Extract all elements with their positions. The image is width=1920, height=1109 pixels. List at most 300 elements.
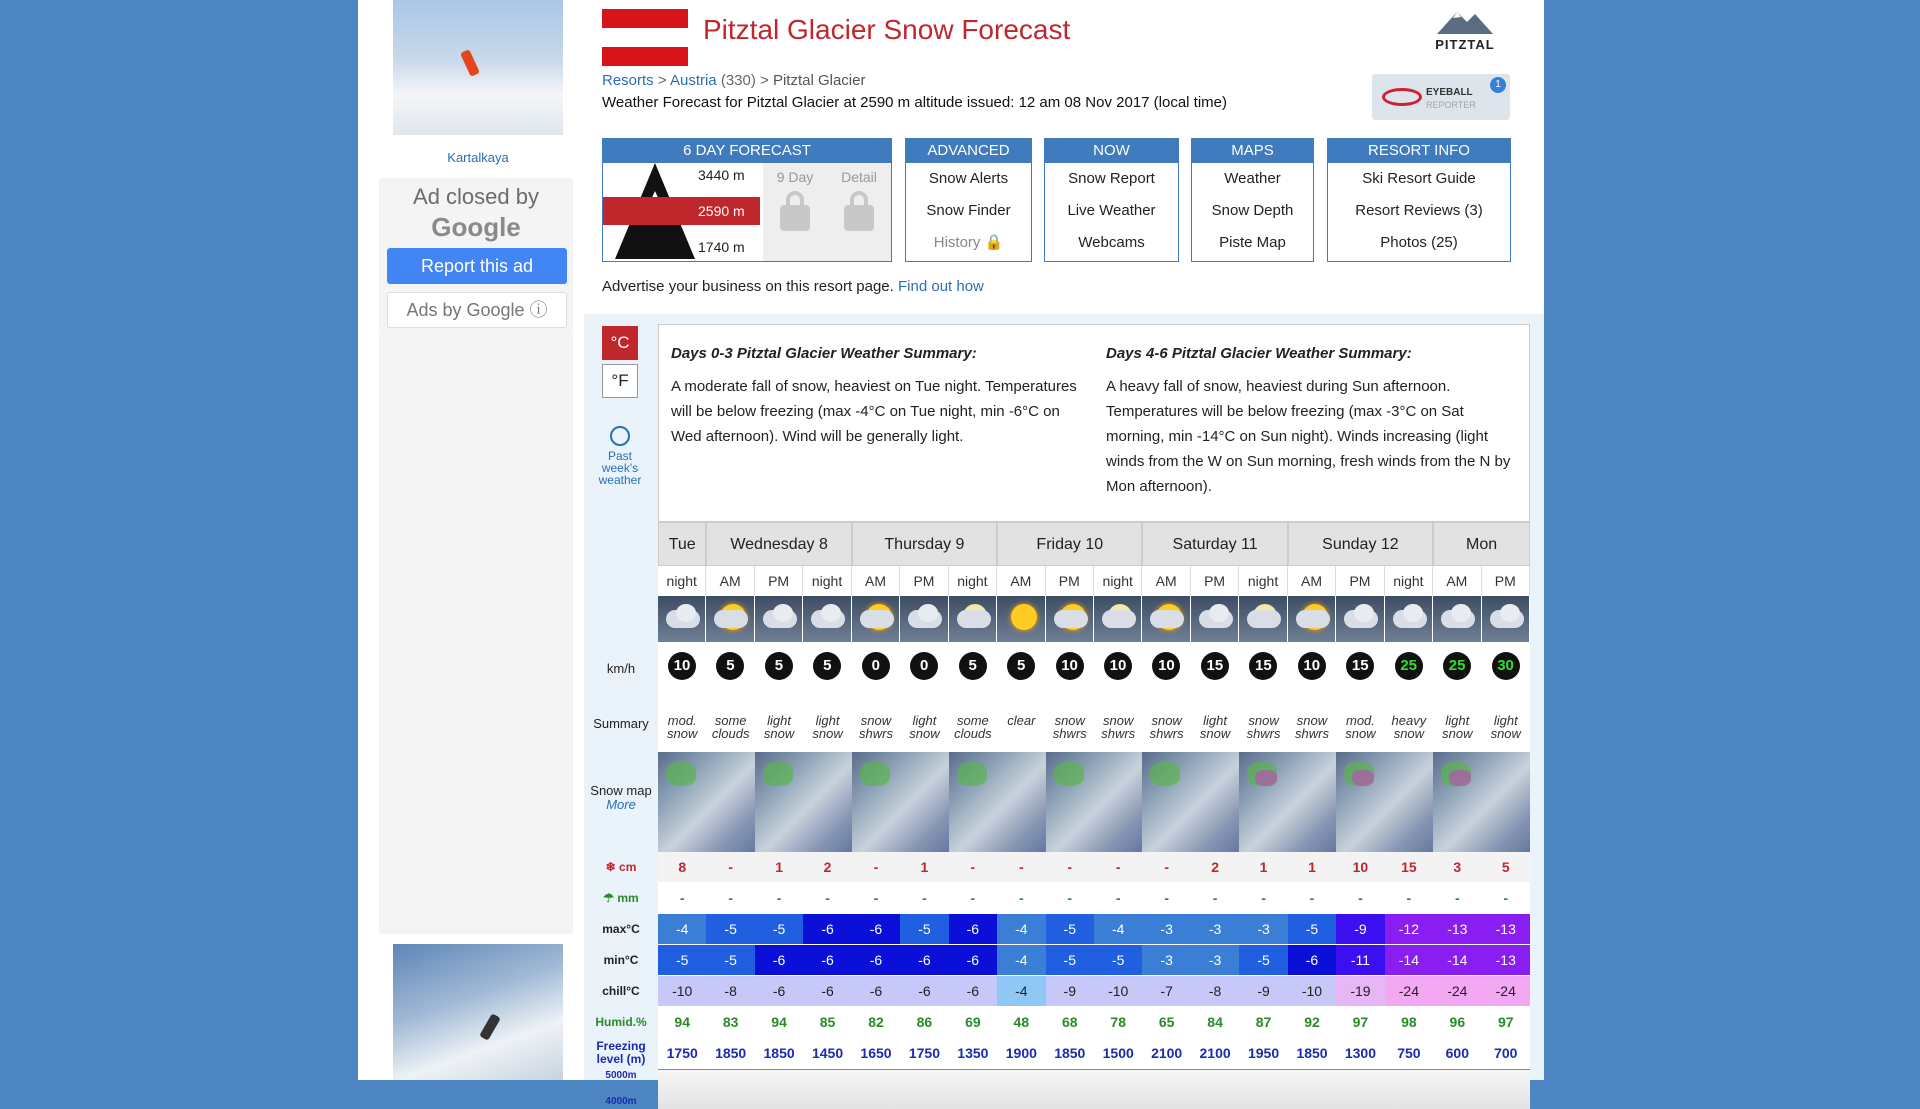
summary-cell: mod. snow: [1336, 696, 1384, 752]
sun-shape: [1011, 604, 1037, 630]
snow-value: -: [852, 852, 900, 883]
snow-value: 3: [1433, 852, 1481, 883]
flag-stripe-bottom: [602, 47, 688, 66]
page-title: Pitztal Glacier Snow Forecast: [703, 14, 1071, 45]
moon-cloud-icon: [949, 596, 997, 642]
nav-resort-info: [1327, 138, 1511, 262]
chill-value: -6: [755, 976, 803, 1007]
rain-value: -: [755, 883, 803, 914]
snow-value: 1: [1288, 852, 1336, 883]
min-value: -14: [1433, 945, 1481, 976]
freezing-value: 1900: [997, 1038, 1045, 1069]
find-out-how-link[interactable]: Find out how: [898, 278, 984, 295]
ad-box: [379, 178, 573, 334]
map-snow-area: [957, 762, 987, 786]
day-header: Friday 10: [997, 522, 1142, 566]
freezing-value: 1850: [1288, 1038, 1336, 1069]
piste-map-link[interactable]: Piste Map: [1219, 234, 1286, 251]
snow-map-thumbnail[interactable]: [1336, 752, 1433, 852]
resort-photo-snowboarder[interactable]: [393, 944, 563, 1080]
freezing-value: 1850: [755, 1038, 803, 1069]
wind-arrow-icon: 5: [1007, 652, 1035, 680]
chill-value: -10: [658, 976, 706, 1007]
freezing-value: 1850: [1046, 1038, 1094, 1069]
nav-6-day-forecast: [602, 138, 892, 262]
snow-map-thumbnail[interactable]: [755, 752, 852, 852]
forecast-subtitle: Weather Forecast for Pitztal Glacier at 2590 m altitude issued: 12 am 08 Nov 2017 (local time): [602, 94, 1228, 111]
sun-cloud-icon: [1046, 596, 1094, 642]
wind-cell: [706, 642, 754, 696]
sun-cloud-icon: [1288, 596, 1336, 642]
freezing-level-label: Freezing level (m): [596, 1039, 646, 1066]
snow-map-more-link[interactable]: More: [606, 797, 636, 812]
chill-value: -8: [706, 976, 754, 1007]
rain-value: -: [852, 883, 900, 914]
wind-arrow-icon: 5: [765, 652, 793, 680]
max-value: -5: [1046, 914, 1094, 945]
chill-value: -10: [1094, 976, 1142, 1007]
cloud-shape: [1500, 604, 1520, 622]
humid-value: 65: [1142, 1007, 1190, 1038]
wind-arrow-icon: 25: [1443, 652, 1471, 680]
snow-value: 8: [658, 852, 706, 883]
snow-map-title: Snow map: [590, 783, 652, 798]
rain-value: -: [1239, 883, 1287, 914]
wind-arrow-icon: 15: [1249, 652, 1277, 680]
day-header: Thursday 9: [852, 522, 997, 566]
snow-icon: [1433, 596, 1481, 642]
breadcrumb-current: Pitztal Glacier: [772, 72, 866, 89]
elevation-top[interactable]: 3440 m: [698, 167, 745, 183]
summary-cell: light snow: [1433, 696, 1481, 752]
page: [358, 0, 1544, 1107]
freezing-value: 700: [1482, 1038, 1530, 1069]
wind-cell: [900, 642, 948, 696]
summary-cell: clear: [997, 696, 1045, 752]
rain-value: -: [803, 883, 851, 914]
breadcrumb: [602, 72, 865, 89]
resort-reviews-link[interactable]: Resort Reviews (3): [1355, 202, 1483, 219]
cloud-shape: [860, 610, 894, 628]
webcams-link[interactable]: Webcams: [1078, 234, 1145, 251]
humid-value: 84: [1191, 1007, 1239, 1038]
summary-label: Summary: [593, 716, 649, 731]
wind-arrow-icon: 5: [959, 652, 987, 680]
min-value: -13: [1482, 945, 1530, 976]
chill-value: -4: [997, 976, 1045, 1007]
wind-cell: [1433, 642, 1481, 696]
period-label: night: [949, 566, 997, 596]
cloud-shape: [773, 604, 793, 622]
weather-map-link[interactable]: Weather: [1224, 170, 1281, 187]
chill-value: -7: [1142, 976, 1190, 1007]
snow-value: 2: [803, 852, 851, 883]
snow-value: -: [1046, 852, 1094, 883]
rain-value: -: [949, 883, 997, 914]
snow-value: 1: [1239, 852, 1287, 883]
snow-value: -: [1142, 852, 1190, 883]
wind-label: km/h: [606, 661, 636, 676]
max-value: -3: [1191, 914, 1239, 945]
rain-value: -: [1142, 883, 1190, 914]
summary-cell: some clouds: [706, 696, 754, 752]
elevation-bottom[interactable]: 1740 m: [698, 239, 745, 255]
humid-value: 86: [900, 1007, 948, 1038]
snow-value: 15: [1385, 852, 1433, 883]
humid-value: 68: [1046, 1007, 1094, 1038]
sun-snow-icon: [852, 596, 900, 642]
snow-map-thumbnail[interactable]: [658, 752, 755, 852]
max-value: -5: [755, 914, 803, 945]
snow-value: 2: [1191, 852, 1239, 883]
freezing-value: 1300: [1336, 1038, 1384, 1069]
rain-value: -: [997, 883, 1045, 914]
map-heavy-snow-area: [1449, 770, 1471, 786]
max-value: -13: [1433, 914, 1481, 945]
period-label: AM: [997, 566, 1045, 596]
history-link[interactable]: History 🔒: [933, 234, 1004, 251]
snow-map-thumbnail[interactable]: [1142, 752, 1239, 852]
map-snow-area: [666, 762, 696, 786]
nav-maps-head[interactable]: MAPS: [1192, 139, 1313, 163]
snow-value: -: [949, 852, 997, 883]
eyeball-reporter-button[interactable]: [1372, 74, 1510, 120]
snow-map-thumbnail[interactable]: [852, 752, 949, 852]
chill-value: -9: [1046, 976, 1094, 1007]
max-value: -4: [1094, 914, 1142, 945]
rain-value: -: [1336, 883, 1384, 914]
cloud-shape: [1209, 604, 1229, 622]
map-snow-area: [1054, 762, 1084, 786]
min-value: -3: [1142, 945, 1190, 976]
rain-label: ☂ mm: [603, 891, 639, 905]
breadcrumb-austria[interactable]: Austria: [669, 72, 717, 89]
wind-cell: [997, 642, 1045, 696]
summary-title-0-3: Days 0-3 Pitztal Glacier Weather Summary:: [671, 345, 977, 362]
detail-locked[interactable]: [827, 163, 891, 261]
wind-arrow-icon: 5: [716, 652, 744, 680]
freezing-value: 1750: [900, 1038, 948, 1069]
snow-alerts-link[interactable]: Snow Alerts: [928, 170, 1009, 187]
ski-resort-guide-link[interactable]: Ski Resort Guide: [1362, 170, 1476, 187]
max-value: -4: [997, 914, 1045, 945]
wind-cell: [1191, 642, 1239, 696]
wind-arrow-icon: 15: [1201, 652, 1229, 680]
cloud-shape: [957, 610, 991, 628]
min-value: -5: [658, 945, 706, 976]
summary-cell: snow shwrs: [1094, 696, 1142, 752]
humid-value: 69: [949, 1007, 997, 1038]
max-value: -9: [1336, 914, 1384, 945]
wind-cell: [1336, 642, 1384, 696]
summary-cell: snow shwrs: [1142, 696, 1190, 752]
humid-value: 48: [997, 1007, 1045, 1038]
snow-map-row: [658, 752, 1530, 852]
wind-arrow-icon: 10: [1104, 652, 1132, 680]
elevation-mid[interactable]: 2590 m: [698, 203, 745, 219]
period-label: AM: [1433, 566, 1481, 596]
nine-day-label: 9 Day: [776, 169, 814, 185]
chill-value: -24: [1433, 976, 1481, 1007]
period-label: PM: [1046, 566, 1094, 596]
wind-cell: [1482, 642, 1530, 696]
live-weather-link[interactable]: Live Weather: [1067, 202, 1156, 219]
summary-cell: light snow: [755, 696, 803, 752]
min-value: -6: [755, 945, 803, 976]
wind-chill-row: [658, 976, 1530, 1007]
map-snow-area: [763, 762, 793, 786]
photo-caption-link[interactable]: Kartalkaya: [447, 150, 509, 165]
rain-value: -: [658, 883, 706, 914]
snow-value: -: [1094, 852, 1142, 883]
freezing-value: 750: [1385, 1038, 1433, 1069]
ad-closed-text: Ad closed by: [413, 184, 539, 209]
wind-cell: [852, 642, 900, 696]
rain-value: -: [900, 883, 948, 914]
nav-forecast-head[interactable]: 6 DAY FORECAST: [603, 139, 891, 163]
chill-value: -6: [803, 976, 851, 1007]
map-snow-area: [860, 762, 890, 786]
snow-map-thumbnail[interactable]: [1239, 752, 1336, 852]
cloud-icon: [1191, 596, 1239, 642]
chill-value: -24: [1482, 976, 1530, 1007]
austria-flag: [602, 9, 688, 66]
period-label: AM: [1142, 566, 1190, 596]
map-snow-area: [1150, 762, 1180, 786]
summary-title-4-6: Days 4-6 Pitztal Glacier Weather Summary:: [1106, 345, 1412, 362]
day-header: Sunday 12: [1288, 522, 1433, 566]
max-value: -5: [900, 914, 948, 945]
wind-cell: [949, 642, 997, 696]
humid-value: 82: [852, 1007, 900, 1038]
nine-day-locked[interactable]: [763, 163, 827, 261]
breadcrumb-separator: >: [755, 72, 773, 89]
freezing-value: 600: [1433, 1038, 1481, 1069]
snow-icon: [1336, 596, 1384, 642]
summary-days-0-3: [671, 341, 1079, 449]
wind-cell: [755, 642, 803, 696]
min-value: -6: [852, 945, 900, 976]
chill-value: -19: [1336, 976, 1384, 1007]
day-header: Wednesday 8: [706, 522, 851, 566]
weather-icon-row: [658, 596, 1530, 642]
freezing-value: 2100: [1191, 1038, 1239, 1069]
period-label: PM: [755, 566, 803, 596]
snow-finder-link[interactable]: Snow Finder: [926, 202, 1011, 219]
wind-arrow-icon: 10: [1056, 652, 1084, 680]
breadcrumb-separator: >: [653, 72, 670, 89]
rain-row: [658, 883, 1530, 914]
wind-arrow-icon: 10: [1298, 652, 1326, 680]
breadcrumb-resorts[interactable]: Resorts: [602, 72, 654, 89]
snow-icon: [1385, 596, 1433, 642]
summary-cell: heavy snow: [1385, 696, 1433, 752]
breadcrumb-count: (330): [716, 72, 756, 89]
freezing-value: 1850: [706, 1038, 754, 1069]
snow-value: -: [706, 852, 754, 883]
min-temp-label: min°C: [603, 953, 639, 967]
snow-report-link[interactable]: Snow Report: [1068, 170, 1155, 187]
wind-cell: [1142, 642, 1190, 696]
snow-value: 1: [900, 852, 948, 883]
min-value: -3: [1191, 945, 1239, 976]
wind-cell: [1288, 642, 1336, 696]
humid-value: 97: [1336, 1007, 1384, 1038]
snow-value: 1: [755, 852, 803, 883]
photos-link[interactable]: Photos (25): [1380, 234, 1458, 251]
summary-cell: snow shwrs: [852, 696, 900, 752]
min-value: -5: [1046, 945, 1094, 976]
resort-photo-kartalkaya[interactable]: [393, 0, 563, 135]
summary-text-0-3: A moderate fall of snow, heaviest on Tue night. Temperatures will be below freezing (max -4°C on Tue night, min -6°C on Wed afternoon). Wind will be generally light.: [671, 378, 1077, 445]
wind-arrow-icon: 5: [813, 652, 841, 680]
period-label: PM: [900, 566, 948, 596]
wind-row: [658, 642, 1530, 696]
min-value: -4: [997, 945, 1045, 976]
forecast-area: [584, 314, 1544, 1107]
nav-advanced: [905, 138, 1032, 262]
nav-advanced-head[interactable]: ADVANCED: [906, 139, 1031, 163]
summary-cell: light snow: [1482, 696, 1530, 752]
period-label: PM: [1191, 566, 1239, 596]
cloud-icon: [900, 596, 948, 642]
map-heavy-snow-area: [1352, 770, 1374, 786]
chill-value: -6: [949, 976, 997, 1007]
report-ad-button[interactable]: Report this ad: [387, 248, 567, 284]
chill-value: -10: [1288, 976, 1336, 1007]
snow-night-icon: [658, 596, 706, 642]
rain-value: -: [1094, 883, 1142, 914]
summary-cell: snow shwrs: [1239, 696, 1287, 752]
summary-cell: snow shwrs: [1288, 696, 1336, 752]
min-temp-row: [658, 945, 1530, 976]
lock-icon: [844, 205, 874, 231]
nav-now: [1044, 138, 1179, 262]
rain-value: -: [1385, 883, 1433, 914]
snow-value: 5: [1482, 852, 1530, 883]
snow-map-thumbnail[interactable]: [1433, 752, 1530, 852]
summary-cell: some clouds: [949, 696, 997, 752]
max-value: -12: [1385, 914, 1433, 945]
chill-value: -6: [900, 976, 948, 1007]
max-temp-row: [658, 914, 1530, 945]
summary-cell: snow shwrs: [1046, 696, 1094, 752]
past-weather-link[interactable]: [592, 426, 648, 486]
summary-days-4-6: [1106, 341, 1514, 499]
min-value: -6: [900, 945, 948, 976]
cloud-shape: [1054, 610, 1088, 628]
map-heavy-snow-area: [1255, 770, 1277, 786]
wind-arrow-icon: 25: [1395, 652, 1423, 680]
sun-cloud-icon: [1142, 596, 1190, 642]
rain-value: -: [1482, 883, 1530, 914]
ads-by-google-button[interactable]: Ads by Google ⓘ: [387, 292, 567, 328]
freezing-value: 1750: [658, 1038, 706, 1069]
wind-arrow-icon: 30: [1492, 652, 1520, 680]
pitztal-logo[interactable]: [1425, 8, 1505, 62]
ad-placeholder: [379, 334, 573, 934]
period-label: AM: [1288, 566, 1336, 596]
flag-stripe-middle: [602, 28, 688, 47]
period-label: night: [1094, 566, 1142, 596]
snow-value: 10: [1336, 852, 1384, 883]
humid-value: 94: [658, 1007, 706, 1038]
humid-value: 87: [1239, 1007, 1287, 1038]
chill-value: -9: [1239, 976, 1287, 1007]
max-value: -13: [1482, 914, 1530, 945]
period-label: night: [1239, 566, 1287, 596]
wind-arrow-icon: 10: [1152, 652, 1180, 680]
summary-cell: light snow: [1191, 696, 1239, 752]
nav-resort-head[interactable]: RESORT INFO: [1328, 139, 1510, 163]
cloud-shape: [1150, 610, 1184, 628]
flag-stripe-top: [602, 9, 688, 28]
period-label: night: [803, 566, 851, 596]
snow-depth-link[interactable]: Snow Depth: [1211, 202, 1294, 219]
cloud-shape: [1451, 604, 1471, 622]
nav-now-head[interactable]: NOW: [1045, 139, 1178, 163]
wind-arrow-icon: 15: [1346, 652, 1374, 680]
humid-value: 98: [1385, 1007, 1433, 1038]
clock-icon: [610, 426, 630, 446]
weather-summary-box: [658, 324, 1530, 522]
summary-text-4-6: A heavy fall of snow, heaviest during Sun afternoon. Temperatures will be below freezing (max -3°C on Sat morning, min -14°C on Sun night). Winds increasing (light winds from the W on Sun morning, fresh winds from the N by Mon afternoon).: [1106, 378, 1511, 495]
eyeball-label: EYEBALL: [1426, 87, 1473, 98]
left-sidebar: [358, 0, 588, 1080]
min-value: -14: [1385, 945, 1433, 976]
max-value: -5: [706, 914, 754, 945]
snow-icon: [1482, 596, 1530, 642]
humid-value: 83: [706, 1007, 754, 1038]
period-row: [658, 566, 1530, 596]
altitude-chart-band: [658, 1069, 1530, 1109]
period-label: night: [1385, 566, 1433, 596]
chill-value: -8: [1191, 976, 1239, 1007]
detail-label: Detail: [841, 169, 877, 185]
period-label: AM: [706, 566, 754, 596]
advertise-text: Advertise your business on this resort page.: [602, 278, 898, 295]
snow-map-thumbnail[interactable]: [1046, 752, 1143, 852]
freezing-level-row: [658, 1038, 1530, 1069]
notification-badge: 1: [1490, 77, 1506, 93]
rain-value: -: [706, 883, 754, 914]
celsius-button[interactable]: °C: [602, 326, 638, 360]
cloud-shape: [1296, 610, 1330, 628]
humidity-row: [658, 1007, 1530, 1038]
min-value: -5: [706, 945, 754, 976]
humid-value: 92: [1288, 1007, 1336, 1038]
snow-map-thumbnail[interactable]: [949, 752, 1046, 852]
min-value: -11: [1336, 945, 1384, 976]
min-value: -5: [1094, 945, 1142, 976]
min-value: -6: [1288, 945, 1336, 976]
sun-cloud-icon: [706, 596, 754, 642]
humid-value: 94: [755, 1007, 803, 1038]
snow-value: -: [997, 852, 1045, 883]
wind-arrow-icon: 10: [668, 652, 696, 680]
rain-value: -: [1046, 883, 1094, 914]
snow-label: ❄ cm: [605, 860, 637, 874]
summary-cell: light snow: [900, 696, 948, 752]
logo-text: PITZTAL: [1435, 37, 1495, 52]
rain-value: -: [1191, 883, 1239, 914]
wind-cell: [803, 642, 851, 696]
freezing-value: 2100: [1142, 1038, 1190, 1069]
wind-cell: [1385, 642, 1433, 696]
min-value: -6: [803, 945, 851, 976]
fahrenheit-button[interactable]: °F: [602, 364, 638, 398]
max-value: -5: [1288, 914, 1336, 945]
